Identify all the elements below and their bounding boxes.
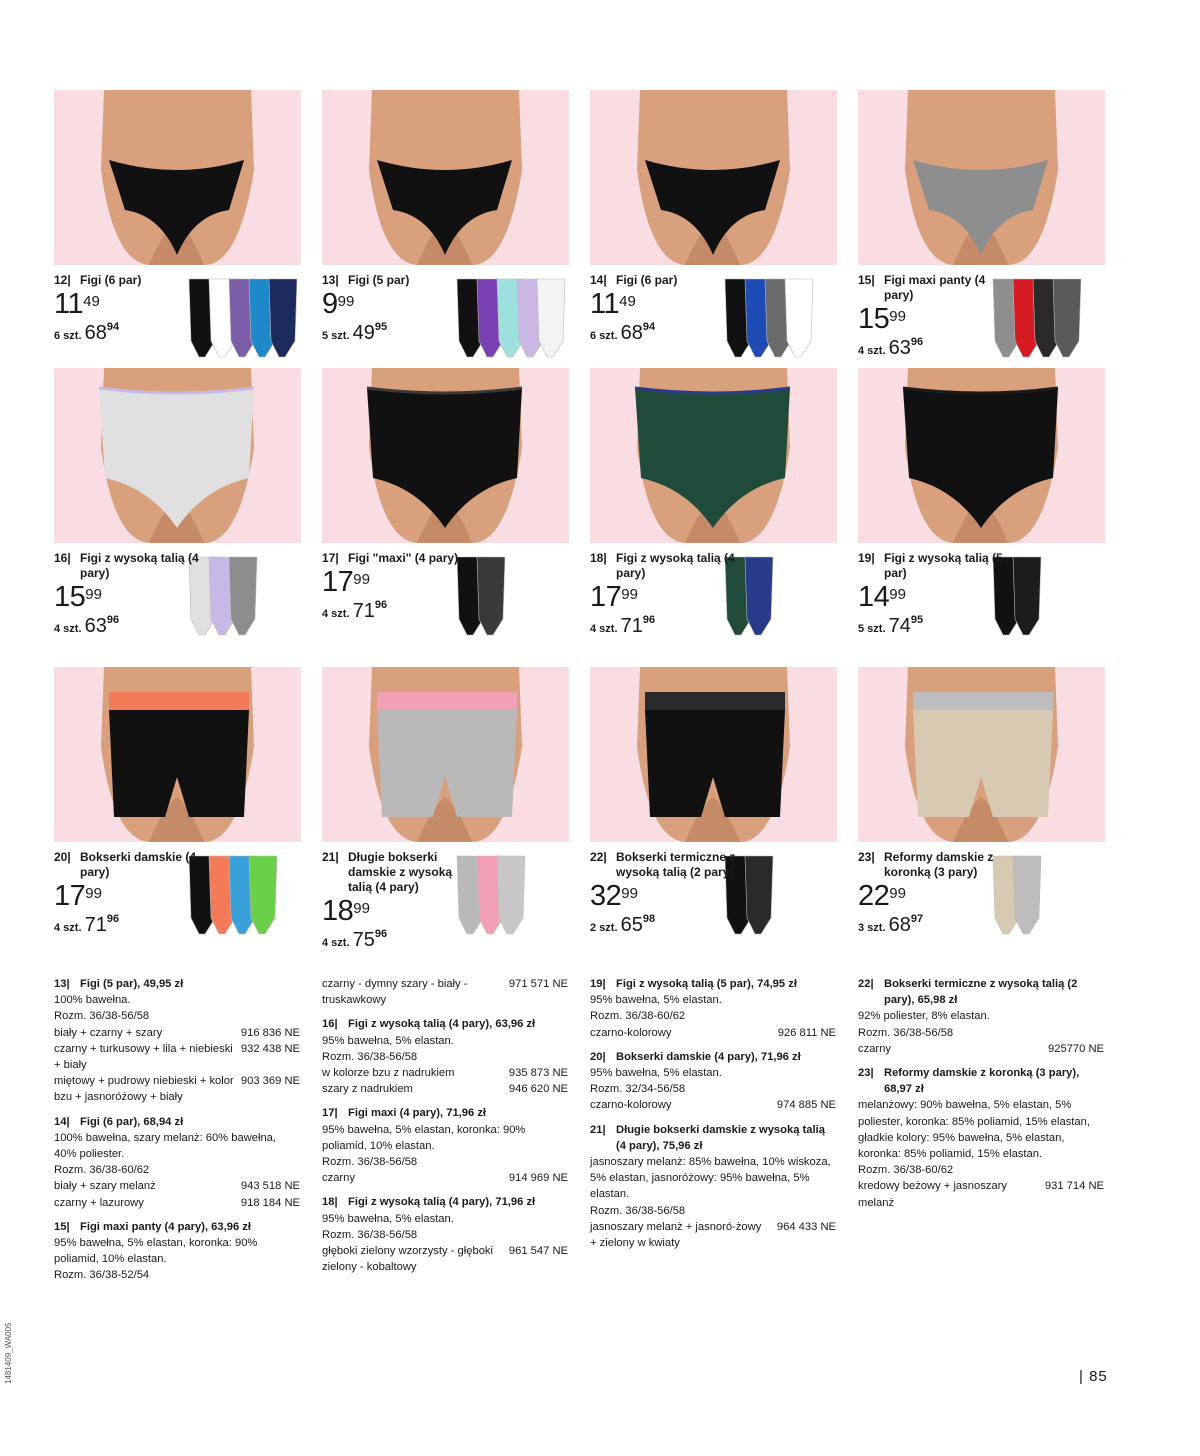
variant-name: w kolorze bzu z nadrukiem	[322, 1067, 455, 1080]
detail-title-text: Figi z wysoką talią (4 pary), 63,96 zł	[348, 1018, 536, 1031]
pack-label: 4 szt.	[54, 623, 82, 635]
product-name: Reformy damskie z koronką (3 pary)	[884, 850, 994, 879]
pack-label: 4 szt.	[590, 623, 618, 635]
detail-title	[590, 1122, 836, 1154]
pack-price-integer: 75	[352, 929, 375, 951]
detail-title-text: Bokserki termiczne z wysoką talią (2 pary), 65,98 zł	[884, 978, 1078, 1007]
product-info	[858, 551, 1105, 638]
product-number: 14|	[590, 273, 607, 287]
pack-price-decimal: 94	[642, 321, 656, 333]
variant-row	[858, 1178, 1104, 1210]
variant-row	[590, 1025, 836, 1041]
variant-name: kredowy beżowy + jasnoszary melanż	[858, 1180, 1007, 1209]
pack-price	[590, 914, 837, 937]
variant-row	[322, 1081, 568, 1097]
variant-code: 918 184 NE	[240, 1196, 300, 1209]
details-column	[590, 976, 836, 1259]
detail-spec: Rozm. 36/38-60/62	[858, 1164, 954, 1177]
product-title	[322, 850, 478, 895]
price-integer: 9	[322, 288, 338, 320]
product-number: 16|	[54, 551, 71, 565]
detail-block	[322, 1194, 568, 1275]
detail-spec: Rozm. 36/38-56/58	[322, 1228, 418, 1241]
product-title	[590, 273, 746, 288]
product-photo	[858, 368, 1105, 543]
price-decimal: 99	[889, 308, 906, 325]
variant-name: głęboki zielony wzorzysty - głęboki zielony - kobaltowy	[322, 1245, 493, 1274]
detail-number: 16|	[322, 1018, 338, 1031]
detail-spec: Rozm. 36/38-56/58	[322, 1050, 418, 1063]
detail-title	[322, 1194, 568, 1210]
detail-title-text: Reformy damskie z koronką (3 pary), 68,97 zł	[884, 1067, 1080, 1096]
detail-block	[54, 1219, 300, 1284]
detail-spec: 95% bawełna, 5% elastan.	[590, 994, 722, 1007]
pack-price-integer: 63	[84, 615, 107, 637]
price-integer: 17	[322, 566, 354, 598]
price-decimal: 49	[619, 293, 636, 310]
price-integer: 17	[590, 581, 622, 613]
product-info	[858, 850, 1105, 937]
unit-price	[54, 583, 301, 613]
detail-block	[590, 976, 836, 1041]
product-number: 21|	[322, 850, 339, 864]
pack-price-integer: 68	[888, 914, 911, 936]
variant-row	[54, 1073, 300, 1105]
product-title	[590, 850, 746, 880]
detail-title	[322, 1016, 568, 1032]
pack-label: 2 szt.	[590, 922, 618, 934]
product-name: Figi z wysoką talią (4 pary)	[80, 551, 199, 580]
pack-price-decimal: 96	[642, 614, 656, 626]
variant-code: 974 885 NE	[776, 1099, 836, 1112]
unit-price	[322, 568, 569, 598]
variant-code: 925770 NE	[1048, 1042, 1104, 1055]
pack-label: 6 szt.	[54, 330, 82, 342]
product-info	[322, 273, 569, 345]
product-photo	[54, 90, 301, 265]
product-photo	[858, 90, 1105, 265]
product-photo	[322, 368, 569, 543]
pack-price-integer: 63	[888, 337, 911, 359]
pack-price-decimal: 96	[106, 913, 120, 925]
variant-code: 914 969 NE	[508, 1172, 568, 1185]
variant-code: 903 369 NE	[240, 1075, 300, 1088]
detail-spec: 95% bawełna, 5% elastan.	[590, 1067, 722, 1080]
pack-price-decimal: 96	[374, 928, 388, 940]
product-photo	[858, 667, 1105, 842]
product-info	[590, 273, 837, 345]
catalog-code: 1481409_WA005	[4, 1322, 13, 1384]
product-photo	[322, 90, 569, 265]
variant-name: jasnoszary melanż + jasnoró-żowy + zielony w kwiaty	[590, 1220, 762, 1250]
product-number: 23|	[858, 850, 875, 864]
price-integer: 14	[858, 581, 890, 613]
pack-label: 4 szt.	[322, 608, 350, 620]
unit-price	[590, 583, 837, 613]
variant-code: 961 547 NE	[508, 1245, 568, 1258]
pack-price-integer: 74	[888, 615, 911, 637]
price-decimal: 49	[83, 293, 100, 310]
pack-price-decimal: 97	[910, 913, 924, 925]
product-photo	[590, 368, 837, 543]
product-title	[322, 551, 478, 566]
product-name: Figi z wysoką talią (5 par)	[884, 551, 1003, 580]
pack-label: 4 szt.	[54, 922, 82, 934]
variant-name: szary z nadrukiem	[322, 1083, 413, 1096]
price-decimal: 99	[85, 885, 102, 902]
price-decimal: 99	[353, 900, 370, 917]
detail-spec: 92% poliester, 8% elastan.	[858, 1010, 990, 1023]
detail-spec: 95% bawełna, 5% elastan, koronka: 90% poliamid, 10% elastan.	[322, 1123, 526, 1152]
variant-row	[54, 1195, 300, 1211]
pack-label: 5 szt.	[858, 623, 886, 635]
unit-price	[54, 290, 301, 320]
detail-number: 23|	[858, 1067, 874, 1080]
price-integer: 11	[590, 288, 620, 320]
variant-name: czarny - dymny szary - biały -truskawkowy	[322, 978, 468, 1007]
variant-code: 926 811 NE	[777, 1026, 836, 1039]
variant-name: czarny	[322, 1172, 355, 1185]
price-decimal: 99	[621, 885, 638, 902]
product-info	[322, 850, 569, 952]
product-number: 19|	[858, 551, 875, 565]
detail-block	[590, 1122, 836, 1252]
details-column	[322, 976, 568, 1283]
product-title	[858, 273, 1014, 303]
detail-title-text: Figi (6 par), 68,94 zł	[80, 1115, 184, 1128]
variant-code: 932 438 NE	[240, 1042, 300, 1055]
product-info	[590, 850, 837, 937]
product-number: 15|	[858, 273, 875, 287]
pack-price	[322, 929, 569, 952]
price-decimal: 99	[889, 586, 906, 603]
pack-price-integer: 65	[620, 914, 643, 936]
pack-price-decimal: 95	[374, 321, 388, 333]
product-name: Figi z wysoką talią (4 pary)	[616, 551, 735, 580]
detail-spec: 95% bawełna, 5% elastan, koronka: 90% poliamid, 10% elastan.	[54, 1237, 258, 1266]
detail-block	[858, 1065, 1104, 1211]
detail-title	[54, 1219, 300, 1235]
variant-code: 916 836 NE	[240, 1026, 300, 1039]
detail-number: 13|	[54, 978, 70, 990]
unit-price	[858, 583, 1105, 613]
pack-label: 4 szt.	[858, 345, 886, 357]
pack-price	[54, 615, 301, 638]
detail-title	[322, 1105, 568, 1121]
price-decimal: 99	[889, 885, 906, 902]
detail-title-text: Figi z wysoką talią (4 pary), 71,96 zł	[348, 1196, 536, 1209]
detail-title	[858, 1065, 1104, 1097]
detail-block	[590, 1049, 836, 1114]
pack-price	[322, 322, 569, 345]
detail-spec: 95% bawełna, 5% elastan.	[322, 1212, 454, 1225]
unit-price	[322, 897, 569, 927]
variant-name: czarny	[858, 1042, 891, 1055]
price-integer: 15	[858, 303, 890, 335]
pack-price-integer: 71	[620, 615, 643, 637]
detail-block	[322, 976, 568, 1008]
price-integer: 18	[322, 895, 354, 927]
product-name: Bokserki termiczne z wysoką talią (2 pary)	[616, 850, 736, 879]
pack-price-decimal: 96	[374, 599, 388, 611]
details-column	[858, 976, 1104, 1219]
pack-price-integer: 49	[352, 322, 375, 344]
pack-price-integer: 71	[352, 600, 375, 622]
detail-number: 15|	[54, 1220, 70, 1233]
price-integer: 22	[858, 880, 890, 912]
product-name: Figi maxi panty (4 pary)	[884, 273, 986, 302]
product-number: 13|	[322, 273, 339, 287]
price-decimal: 99	[85, 586, 102, 603]
unit-price	[590, 882, 837, 912]
detail-number: 22|	[858, 978, 874, 990]
price-integer: 17	[54, 880, 86, 912]
pack-price	[858, 914, 1105, 937]
variant-row	[858, 1041, 1104, 1057]
variant-row	[322, 1065, 568, 1081]
detail-spec: jasnoszary melanż: 85% bawełna, 10% wiskoza, 5% elastan, jasnoróżowy: 95% bawełna, 5% elastan.	[590, 1156, 831, 1201]
product-number: 12|	[54, 273, 71, 287]
product-info	[858, 273, 1105, 360]
pack-price	[590, 322, 837, 345]
product-number: 18|	[590, 551, 607, 565]
detail-number: 14|	[54, 1115, 70, 1128]
variant-name: czarny + lazurowy	[54, 1196, 144, 1209]
pack-price-integer: 68	[620, 322, 643, 344]
pack-price-decimal: 95	[910, 614, 924, 626]
detail-title-text: Długie bokserki damskie z wysoką talią (4 pary), 75,96 zł	[616, 1123, 825, 1152]
detail-block	[322, 1016, 568, 1097]
detail-spec: 95% bawełna, 5% elastan.	[322, 1034, 454, 1047]
variant-row	[322, 976, 568, 1008]
pack-price	[858, 337, 1105, 360]
product-number: 17|	[322, 551, 339, 565]
detail-block	[54, 976, 300, 1106]
variant-name: czarny + turkusowy + lila + niebieski + biały	[54, 1042, 233, 1072]
product-title	[858, 551, 1014, 581]
pack-price	[54, 322, 301, 345]
product-name: Długie bokserki damskie z wysoką talią (4 pary)	[348, 850, 453, 894]
detail-spec: melanżowy: 90% bawełna, 5% elastan, 5% poliester, koronka: 85% poliamid, 15% elastan, gładkie kolory: 95% bawełna, 5% elastan, koronka: 85% poliamid, 15% elastan.	[858, 1099, 1090, 1161]
detail-number: 21|	[590, 1123, 606, 1136]
variant-row	[54, 1025, 300, 1041]
detail-spec: Rozm. 36/38-56/58	[858, 1026, 954, 1039]
product-title	[54, 551, 210, 581]
product-name: Bokserki damskie (4 pary)	[80, 850, 197, 879]
detail-title-text: Figi z wysoką talią (5 par), 74,95 zł	[616, 978, 797, 990]
variant-code: 946 620 NE	[508, 1083, 568, 1096]
product-name: Figi (5 par)	[348, 273, 410, 287]
variant-name: biały + szary melanż	[54, 1180, 156, 1193]
details-column	[54, 976, 300, 1292]
variant-row	[54, 1041, 300, 1073]
detail-block	[858, 976, 1104, 1057]
detail-spec: Rozm. 36/38-52/54	[54, 1269, 150, 1282]
pack-price	[590, 615, 837, 638]
detail-spec: Rozm. 36/38-56/58	[590, 1204, 686, 1217]
detail-spec: Rozm. 36/38-56/58	[322, 1156, 418, 1169]
unit-price	[858, 882, 1105, 912]
variant-code: 971 571 NE	[508, 978, 568, 990]
product-number: 22|	[590, 850, 607, 864]
product-info	[322, 551, 569, 623]
variant-row	[590, 1097, 836, 1113]
pack-price	[322, 600, 569, 623]
product-name: Figi (6 par)	[616, 273, 678, 287]
product-name: Figi (6 par)	[80, 273, 142, 287]
unit-price	[54, 882, 301, 912]
variant-row	[590, 1219, 836, 1251]
pack-price-decimal: 96	[910, 336, 924, 348]
pack-price-decimal: 96	[106, 614, 120, 626]
variant-code: 964 433 NE	[776, 1220, 836, 1233]
detail-block	[322, 1105, 568, 1186]
unit-price	[858, 305, 1105, 335]
variant-name: czarno-kolorowy	[590, 1099, 672, 1112]
price-integer: 15	[54, 581, 86, 613]
pack-label: 4 szt.	[322, 937, 350, 949]
detail-block	[54, 1114, 300, 1211]
price-integer: 32	[590, 880, 622, 912]
price-decimal: 99	[337, 293, 355, 310]
pack-label: 3 szt.	[858, 922, 886, 934]
variant-code: 943 518 NE	[240, 1180, 300, 1193]
price-integer: 11	[54, 288, 84, 320]
product-name: Figi "maxi" (4 pary)	[348, 551, 459, 565]
product-photo	[54, 667, 301, 842]
pack-label: 5 szt.	[322, 330, 350, 342]
price-decimal: 99	[353, 571, 370, 588]
detail-title-text: Figi maxi panty (4 pary), 63,96 zł	[80, 1220, 251, 1233]
product-info	[54, 551, 301, 638]
detail-title	[54, 1114, 300, 1130]
price-decimal: 99	[621, 586, 638, 603]
pack-price	[858, 615, 1105, 638]
product-title	[590, 551, 746, 581]
detail-spec: Rozm. 36/38-56/58	[54, 1010, 150, 1023]
detail-title-text: Bokserki damskie (4 pary), 71,96 zł	[616, 1050, 801, 1063]
detail-title	[590, 976, 836, 992]
pack-price	[54, 914, 301, 937]
detail-spec: Rozm. 36/38-60/62	[590, 1010, 686, 1023]
product-info	[54, 273, 301, 345]
detail-spec: 100% bawełna.	[54, 994, 131, 1007]
page-number: | 85	[1079, 1368, 1108, 1385]
product-info	[590, 551, 837, 638]
detail-spec: 100% bawełna, szary melanż: 60% bawełna, 40% poliester.	[54, 1131, 277, 1161]
unit-price	[322, 290, 569, 320]
pack-price-integer: 71	[84, 914, 107, 936]
variant-row	[322, 1170, 568, 1186]
variant-name: czarno-kolorowy	[590, 1026, 672, 1039]
product-title	[54, 850, 210, 880]
detail-spec: Rozm. 36/38-60/62	[54, 1164, 150, 1177]
variant-code: 935 873 NE	[508, 1067, 568, 1080]
detail-number: 20|	[590, 1050, 606, 1063]
product-title	[858, 850, 1014, 880]
product-title	[322, 273, 478, 288]
product-photo	[590, 667, 837, 842]
detail-spec: Rozm. 32/34-56/58	[590, 1083, 686, 1096]
detail-title	[590, 1049, 836, 1065]
unit-price	[590, 290, 837, 320]
product-number: 20|	[54, 850, 71, 864]
detail-number: 19|	[590, 978, 606, 990]
detail-title	[858, 976, 1104, 1008]
product-photo	[54, 368, 301, 543]
variant-code: 931 714 NE	[1044, 1180, 1104, 1193]
product-info	[54, 850, 301, 937]
detail-title-text: Figi maxi (4 pary), 71,96 zł	[348, 1107, 487, 1120]
pack-price-integer: 68	[84, 322, 107, 344]
variant-row	[322, 1243, 568, 1275]
product-photo	[322, 667, 569, 842]
pack-price-decimal: 94	[106, 321, 120, 333]
detail-number: 17|	[322, 1107, 338, 1120]
product-photo	[590, 90, 837, 265]
pack-label: 6 szt.	[590, 330, 618, 342]
pack-price-decimal: 98	[642, 913, 656, 925]
detail-title	[54, 976, 300, 992]
detail-number: 18|	[322, 1196, 338, 1209]
product-title	[54, 273, 210, 288]
variant-name: miętowy + pudrowy niebieski + kolor bzu + jasnoróżowy + biały	[54, 1075, 234, 1104]
variant-row	[54, 1178, 300, 1194]
detail-title-text: Figi (5 par), 49,95 zł	[80, 978, 184, 990]
variant-name: biały + czarny + szary	[54, 1026, 163, 1039]
